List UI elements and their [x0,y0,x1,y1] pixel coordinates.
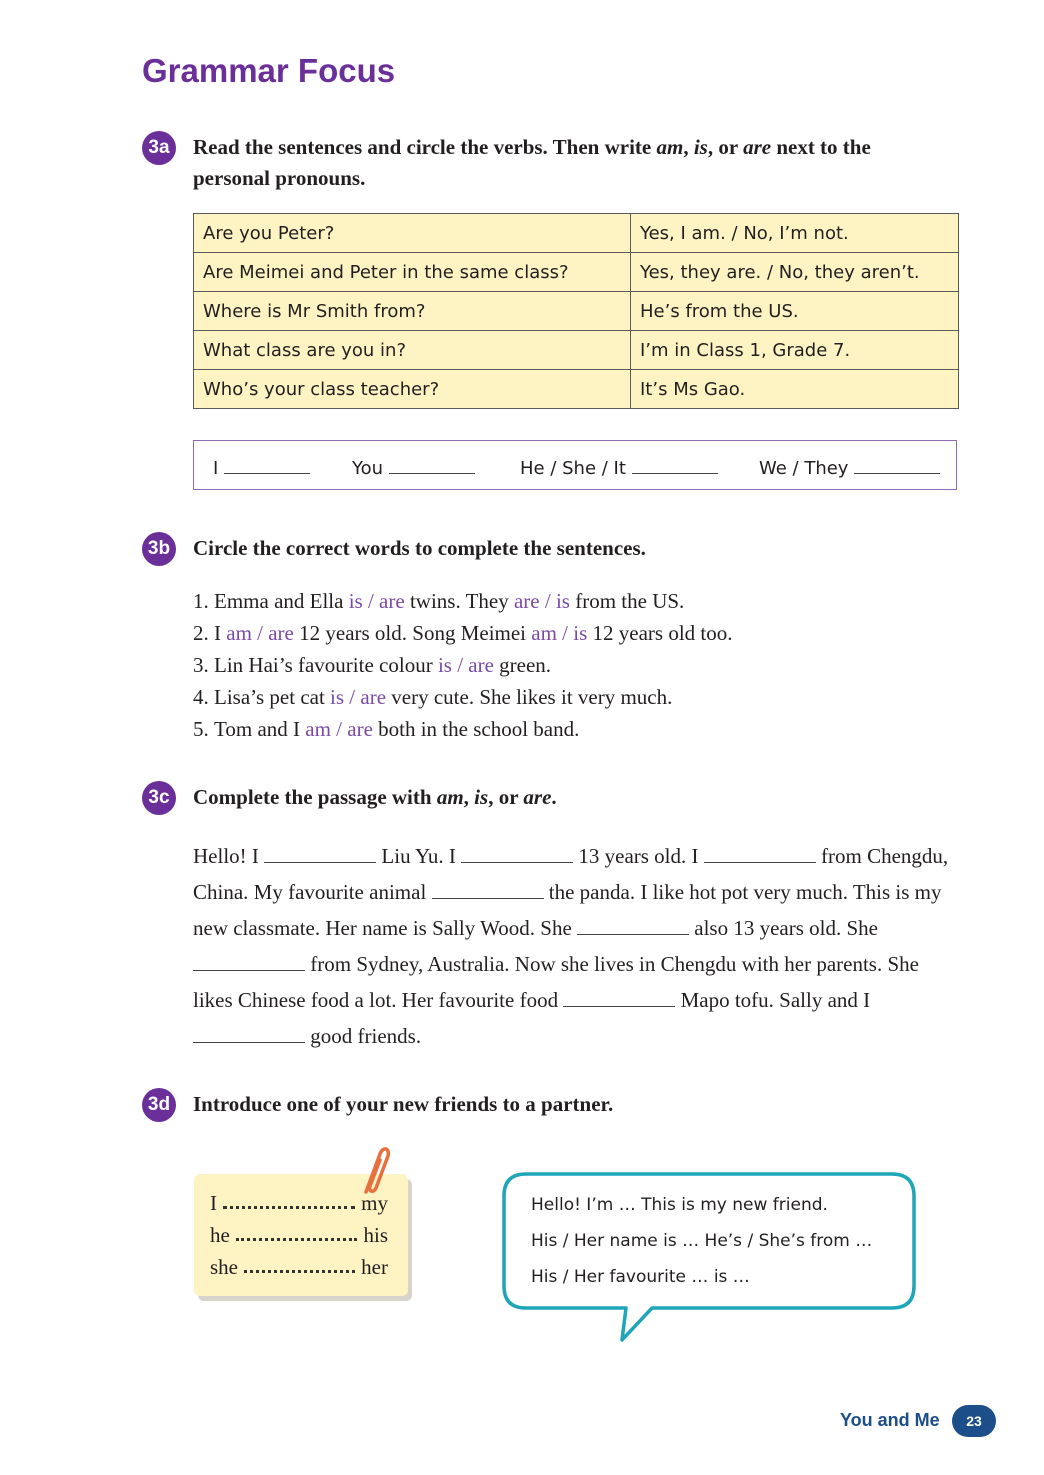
pronoun-fill-box [193,440,957,490]
page-number: 23 [952,1405,996,1437]
option-choice[interactable]: is / are [348,589,405,613]
page-title: Grammar Focus [142,52,396,89]
passage-blank[interactable] [264,842,376,863]
section-badge-3a: 3a [142,131,176,165]
passage-blank[interactable] [193,1022,305,1043]
section-badge-3b: 3b [142,532,176,566]
note-row: I my [210,1190,388,1215]
list-item: 3. Lin Hai’s favourite colour is / are green. [193,653,552,677]
question-answer-table [193,213,959,409]
list-item: 1. Emma and Ella is / are twins. They are / is from the US. [193,589,685,613]
passage-blank[interactable] [193,950,305,971]
passage-blank[interactable] [461,842,573,863]
pronoun-blank-he-she-it[interactable]: He / She / It [520,455,718,479]
option-choice[interactable]: are / is [513,589,570,613]
option-choice[interactable]: am / are [226,621,294,645]
table-row: Are you Peter? Yes, I am. / No, I’m not. [194,214,959,253]
pronoun-blank-i[interactable]: I [213,455,310,479]
note-row: he his [210,1222,388,1247]
bubble-line: His / Her name is … He’s / She’s from … [531,1231,873,1251]
table-row: Where is Mr Smith from? He’s from the US. [194,292,959,331]
list-item: 5. Tom and I am / are both in the school band. [193,717,580,741]
option-choice[interactable]: is / are [330,685,387,709]
section-badge-3c: 3c [142,781,176,815]
pronoun-blank-you[interactable]: You [352,455,475,479]
passage-blank[interactable] [704,842,816,863]
instruction-3b: Circle the correct words to complete the sentences. [193,536,646,560]
paperclip-icon [352,1140,392,1200]
list-item: 2. I am / are 12 years old. Song Meimei am / is 12 years old too. [193,621,733,645]
table-row: What class are you in? I’m in Class 1, Grade 7. [194,331,959,370]
option-choice[interactable]: is / are [437,653,494,677]
passage-3c: Hello! I Liu Yu. I 13 years old. I from Chengdu, China. My favourite animal the panda. I like hot pot very much. This is my new classmate. Her name is Sally Wood. She also 13 years old. She from Sydney, Australia. Now she lives in Chengdu with her parents. She likes Chinese food a lot. Her favourite food Mapo tofu. Sally and I good friends. [193,844,949,1048]
sentence-list-3b [193,585,733,745]
list-item: 4. Lisa’s pet cat is / are very cute. She likes it very much. [193,685,673,709]
unit-name: You and Me [840,1410,940,1430]
passage-blank[interactable] [563,986,675,1007]
passage-blank[interactable] [577,914,689,935]
instruction-3c: Complete the passage with am, is, or are. [193,785,557,809]
section-badge-3d: 3d [142,1088,176,1122]
table-row: Are Meimei and Peter in the same class? Yes, they are. / No, they aren’t. [194,253,959,292]
table-row: Who’s your class teacher? It’s Ms Gao. [194,370,959,409]
instruction-3d: Introduce one of your new friends to a partner. [193,1092,614,1116]
note-row: she her [210,1254,388,1279]
instruction-3a: Read the sentences and circle the verbs. Then write am, is, or are next to the personal pronouns. [193,135,871,190]
pronoun-blank-we-they[interactable]: We / They [759,455,940,479]
passage-blank[interactable] [432,878,544,899]
option-choice[interactable]: am / are [305,717,373,741]
bubble-line: Hello! I’m … This is my new friend. [531,1195,828,1215]
bubble-line: His / Her favourite … is … [531,1267,750,1287]
option-choice[interactable]: am / is [531,621,588,645]
